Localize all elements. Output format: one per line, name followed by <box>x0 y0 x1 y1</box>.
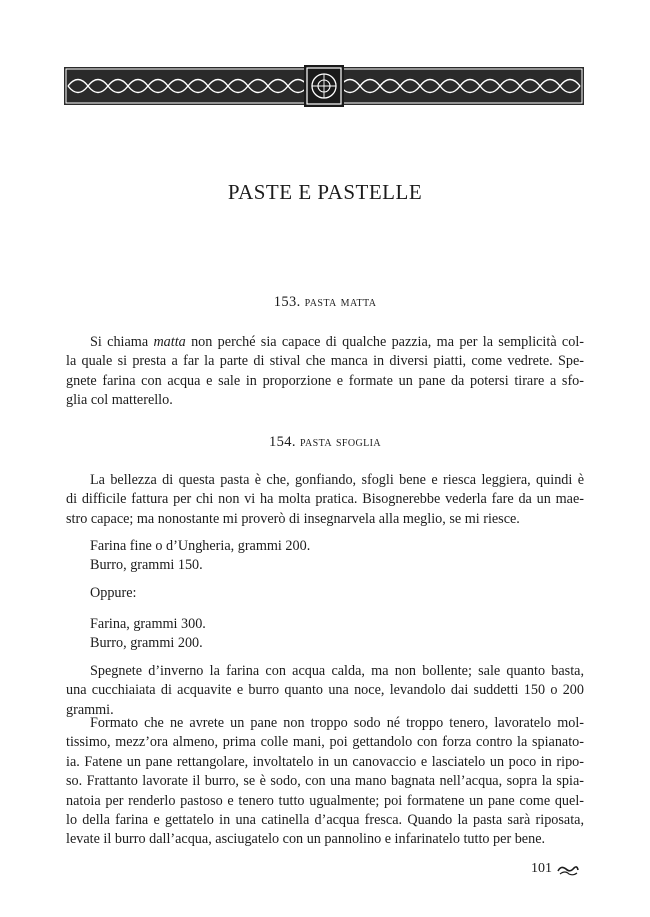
paragraph-line: stro capace; ma nonostante mi proverò di insegnarvela alla meglio, se mi riesce. <box>66 510 520 527</box>
ingredient-line: Farina fine o d’Ungheria, grammi 200. <box>90 538 311 554</box>
page-ornament-icon <box>557 864 579 876</box>
chapter-title: PASTE E PASTELLE <box>227 180 423 204</box>
paragraph-line: grammi. <box>66 701 114 718</box>
ingredients-list-b <box>66 615 584 654</box>
paragraph-line: gnete farina con acqua e sale in proporzione e formate un pane da potersi tirare a sfo- <box>66 372 584 389</box>
paragraph-line: so. Frattanto lavorate il burro, se è sodo, con una mano bagnata nell’acqua, sopra la spia- <box>66 773 584 790</box>
paragraph-line: ia. Fatene un pane rettangolare, involtatelo in un canovaccio e lasciatelo un poco in ripo- <box>66 753 584 770</box>
method-paragraph-2 <box>66 714 584 850</box>
ingredient-line: Burro, grammi 200. <box>90 635 203 652</box>
decorative-knot-band-icon <box>64 65 584 107</box>
paragraph-line: tissimo, mezz’ora almeno, prima colle mani, poi gettandolo con forza contro la spianato- <box>66 734 584 751</box>
paragraph-line: La bellezza di questa pasta è che, gonfiando, sfogli bene e riesca leggiera, quindi è <box>90 472 584 488</box>
paragraph-line: lo della farina e gettatelo in una catinella d’acqua fresca. Quando la pasta sarà riposata, <box>66 812 584 829</box>
paragraph-line <box>66 333 584 352</box>
paragraph-line: Spegnete d’inverno la farina con acqua calda, ma non bollente; sale quanto basta, <box>90 663 584 679</box>
paragraph-line: natoia per renderlo pastoso e tenero tutto ugualmente; poi formatene un pane come quel- <box>66 792 584 809</box>
recipe-title: 154. pasta sfoglia <box>268 434 381 450</box>
emphasis-word: matta <box>153 334 186 350</box>
paragraph-line-text: non perché sia capace di qualche pazzia, ma per la semplicità col- <box>185 334 584 350</box>
recipe-153-body <box>66 333 584 411</box>
paragraph-line: la quale si presta a far la parte di stival che manca in diversi piatti, come vedrete. Spe- <box>66 353 584 370</box>
paragraph-line: glia col matterello. <box>66 392 173 409</box>
ingredients-list-a <box>66 537 584 576</box>
paragraph-line: Formato che ne avrete un pane non troppo sodo né troppo tenero, lavoratelo mol- <box>90 715 584 731</box>
paragraph-intro: Si chiama <box>90 334 154 350</box>
ingredient-line: Burro, grammi 150. <box>90 557 203 574</box>
paragraph-line: levate il burro dall’acqua, asciugatelo con un pannolino e infarinatelo tutto per bene. <box>66 831 546 848</box>
paragraph-line: una cucchiaiata di acquavite e burro quanto una noce, levandolo dai suddetti 150 o 200 <box>66 682 584 699</box>
recipe-154 <box>66 433 584 452</box>
recipe-title: 153. pasta matta <box>273 294 377 310</box>
alternative-label-block <box>66 584 584 603</box>
recipe-153 <box>66 293 584 312</box>
page-number: 101 <box>531 861 552 876</box>
method-paragraph-1 <box>66 662 584 720</box>
ingredient-line: Farina, grammi 300. <box>90 616 206 632</box>
paragraph-line: di difficile fattura per chi non vi ha molta pratica. Bisognerebbe vederla fare da un mae- <box>66 491 584 508</box>
alternative-label: Oppure: <box>90 585 137 601</box>
recipe-154-intro <box>66 471 584 529</box>
